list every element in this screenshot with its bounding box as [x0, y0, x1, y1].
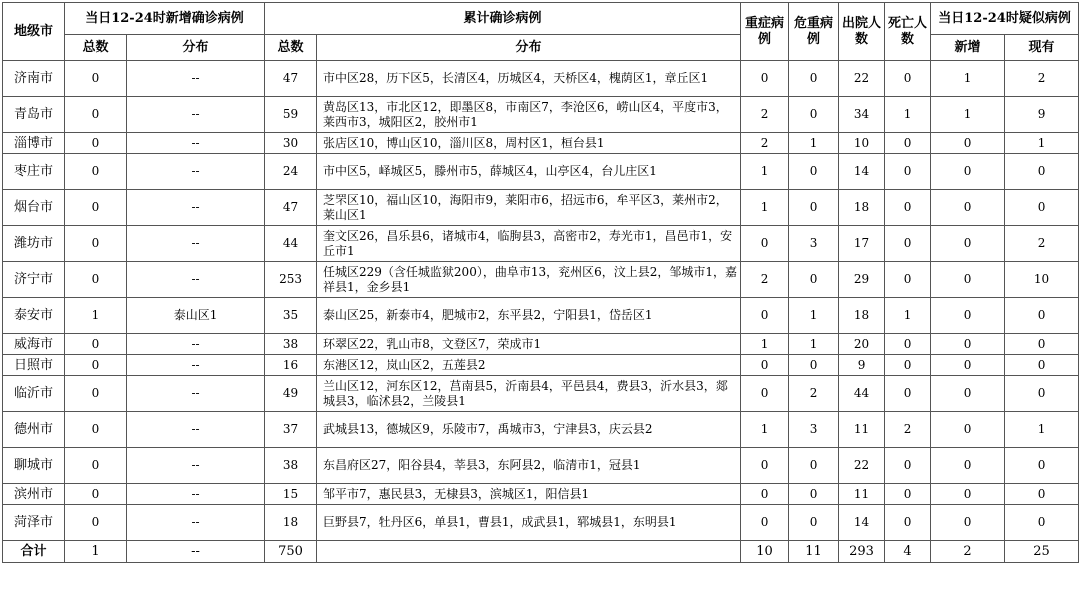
cell-new-dist: -- — [127, 448, 265, 484]
cell-new-dist: -- — [127, 262, 265, 298]
cell-cum-total: 49 — [265, 376, 317, 412]
cell-suspect-new: 0 — [931, 298, 1005, 334]
cell-suspect-new: 0 — [931, 355, 1005, 376]
cell-critical: 1 — [789, 334, 839, 355]
cell-critical: 0 — [789, 97, 839, 133]
cell-discharged: 44 — [839, 376, 885, 412]
cell-cum-dist: 市中区28，历下区5，长清区4，历城区4，天桥区4，槐荫区1，章丘区1 — [317, 61, 741, 97]
cell-suspect-current: 0 — [1005, 505, 1079, 541]
suspect-new-subheader: 新增 — [931, 35, 1005, 61]
cell-new-dist: -- — [127, 376, 265, 412]
cell-discharged: 11 — [839, 484, 885, 505]
cell-discharged: 14 — [839, 505, 885, 541]
cell-deaths: 0 — [885, 334, 931, 355]
total-new-dist: -- — [127, 541, 265, 563]
table-row — [3, 355, 1079, 376]
cell-cum-total: 44 — [265, 226, 317, 262]
total-deaths: 4 — [885, 541, 931, 563]
cell-deaths: 0 — [885, 133, 931, 154]
cell-new-total: 0 — [65, 226, 127, 262]
new-confirmed-header: 当日12-24时新增确诊病例 — [65, 3, 265, 35]
total-suspect-new: 2 — [931, 541, 1005, 563]
cell-severe: 2 — [741, 133, 789, 154]
cell-city: 枣庄市 — [3, 154, 65, 190]
cell-deaths: 0 — [885, 505, 931, 541]
cell-critical: 3 — [789, 412, 839, 448]
table-row — [3, 484, 1079, 505]
cum-dist-subheader: 分布 — [317, 35, 741, 61]
cell-new-dist: -- — [127, 190, 265, 226]
cell-cum-dist: 邹平市7，惠民县3，无棣县3，滨城区1，阳信县1 — [317, 484, 741, 505]
cell-city: 德州市 — [3, 412, 65, 448]
cell-city: 济宁市 — [3, 262, 65, 298]
cell-deaths: 0 — [885, 226, 931, 262]
cell-cum-total: 18 — [265, 505, 317, 541]
deaths-header: 死亡人数 — [885, 3, 931, 61]
table-row — [3, 412, 1079, 448]
cell-discharged: 11 — [839, 412, 885, 448]
cell-cum-dist: 市中区5，峄城区5，滕州市5，薛城区4，山亭区4，台儿庄区1 — [317, 154, 741, 190]
new-dist-subheader: 分布 — [127, 35, 265, 61]
table-row — [3, 97, 1079, 133]
cell-deaths: 1 — [885, 298, 931, 334]
cell-new-total: 0 — [65, 505, 127, 541]
cell-new-dist: -- — [127, 355, 265, 376]
cell-new-dist: -- — [127, 334, 265, 355]
city-header: 地级市 — [3, 3, 65, 61]
cell-suspect-new: 1 — [931, 61, 1005, 97]
cell-suspect-new: 0 — [931, 154, 1005, 190]
cell-city: 烟台市 — [3, 190, 65, 226]
cell-discharged: 10 — [839, 133, 885, 154]
cell-cum-total: 35 — [265, 298, 317, 334]
cell-cum-total: 24 — [265, 154, 317, 190]
cell-critical: 0 — [789, 448, 839, 484]
cell-new-dist: -- — [127, 412, 265, 448]
cell-cum-total: 59 — [265, 97, 317, 133]
cell-suspect-current: 2 — [1005, 61, 1079, 97]
cell-severe: 1 — [741, 412, 789, 448]
cell-city: 临沂市 — [3, 376, 65, 412]
cell-new-dist: -- — [127, 97, 265, 133]
cell-cum-dist: 奎文区26，昌乐县6，诸城市4，临朐县3，高密市2，寿光市1，昌邑市1，安丘市1 — [317, 226, 741, 262]
cell-critical: 0 — [789, 505, 839, 541]
cell-city: 淄博市 — [3, 133, 65, 154]
cell-discharged: 20 — [839, 334, 885, 355]
suspect-current-subheader: 现有 — [1005, 35, 1079, 61]
cell-suspect-current: 9 — [1005, 97, 1079, 133]
total-label: 合计 — [3, 541, 65, 563]
cell-suspect-new: 0 — [931, 484, 1005, 505]
table-row — [3, 133, 1079, 154]
cell-discharged: 18 — [839, 190, 885, 226]
table-row — [3, 61, 1079, 97]
cell-deaths: 0 — [885, 262, 931, 298]
cell-city: 菏泽市 — [3, 505, 65, 541]
cell-critical: 1 — [789, 298, 839, 334]
cell-severe: 0 — [741, 484, 789, 505]
cell-suspect-new: 1 — [931, 97, 1005, 133]
cell-critical: 3 — [789, 226, 839, 262]
cell-new-total: 0 — [65, 448, 127, 484]
cell-new-total: 0 — [65, 133, 127, 154]
cell-severe: 0 — [741, 298, 789, 334]
cell-suspect-new: 0 — [931, 334, 1005, 355]
cell-severe: 1 — [741, 190, 789, 226]
total-cum-dist — [317, 541, 741, 563]
table-row — [3, 505, 1079, 541]
cell-cum-dist: 泰山区25，新泰市4，肥城市2，东平县2，宁阳县1，岱岳区1 — [317, 298, 741, 334]
cell-new-dist: -- — [127, 154, 265, 190]
cell-cum-dist: 东昌府区27，阳谷县4，莘县3，东阿县2，临清市1，冠县1 — [317, 448, 741, 484]
cell-discharged: 9 — [839, 355, 885, 376]
cell-new-total: 0 — [65, 97, 127, 133]
cell-suspect-current: 1 — [1005, 133, 1079, 154]
cumulative-header: 累计确诊病例 — [265, 3, 741, 35]
cell-cum-total: 38 — [265, 448, 317, 484]
cell-suspect-current: 0 — [1005, 298, 1079, 334]
cell-cum-dist: 东港区12，岚山区2，五莲县2 — [317, 355, 741, 376]
cell-severe: 0 — [741, 376, 789, 412]
cell-severe: 0 — [741, 505, 789, 541]
cell-new-total: 0 — [65, 262, 127, 298]
total-new-total: 1 — [65, 541, 127, 563]
table-row — [3, 190, 1079, 226]
cell-cum-dist: 巨野县7，牡丹区6，单县1，曹县1，成武县1，郓城县1，东明县1 — [317, 505, 741, 541]
cell-critical: 0 — [789, 190, 839, 226]
cell-deaths: 0 — [885, 376, 931, 412]
cell-new-total: 0 — [65, 190, 127, 226]
cell-discharged: 22 — [839, 61, 885, 97]
cell-critical: 0 — [789, 484, 839, 505]
cell-city: 日照市 — [3, 355, 65, 376]
cell-severe: 0 — [741, 61, 789, 97]
cell-suspect-current: 0 — [1005, 376, 1079, 412]
critical-header: 危重病例 — [789, 3, 839, 61]
cell-deaths: 2 — [885, 412, 931, 448]
cell-deaths: 0 — [885, 484, 931, 505]
table-row — [3, 334, 1079, 355]
cell-suspect-current: 0 — [1005, 448, 1079, 484]
cell-suspect-new: 0 — [931, 448, 1005, 484]
cell-new-total: 0 — [65, 376, 127, 412]
cell-severe: 2 — [741, 97, 789, 133]
table-row — [3, 448, 1079, 484]
total-discharged: 293 — [839, 541, 885, 563]
cell-suspect-new: 0 — [931, 190, 1005, 226]
cell-new-dist: -- — [127, 133, 265, 154]
cum-total-subheader: 总数 — [265, 35, 317, 61]
cell-cum-total: 47 — [265, 190, 317, 226]
table-row — [3, 376, 1079, 412]
severe-header: 重症病例 — [741, 3, 789, 61]
cell-city: 聊城市 — [3, 448, 65, 484]
cell-suspect-new: 0 — [931, 412, 1005, 448]
cell-discharged: 34 — [839, 97, 885, 133]
table-row — [3, 298, 1079, 334]
cell-severe: 0 — [741, 448, 789, 484]
cell-deaths: 0 — [885, 448, 931, 484]
cell-cum-dist: 兰山区12，河东区12，莒南县5，沂南县4，平邑县4，费县3，沂水县3，郯城县3，临沭县2，兰陵县1 — [317, 376, 741, 412]
cell-cum-dist: 张店区10，博山区10，淄川区8，周村区1，桓台县1 — [317, 133, 741, 154]
cell-cum-total: 37 — [265, 412, 317, 448]
cell-new-dist: -- — [127, 226, 265, 262]
cell-discharged: 22 — [839, 448, 885, 484]
cell-suspect-current: 1 — [1005, 412, 1079, 448]
total-cum-total: 750 — [265, 541, 317, 563]
cell-suspect-current: 0 — [1005, 334, 1079, 355]
cell-discharged: 14 — [839, 154, 885, 190]
cell-city: 威海市 — [3, 334, 65, 355]
case-table — [2, 2, 1079, 563]
cell-new-dist: -- — [127, 484, 265, 505]
cell-suspect-current: 0 — [1005, 154, 1079, 190]
cell-new-total: 0 — [65, 61, 127, 97]
table-row — [3, 262, 1079, 298]
cell-new-dist: 泰山区1 — [127, 298, 265, 334]
cell-discharged: 18 — [839, 298, 885, 334]
cell-suspect-current: 0 — [1005, 355, 1079, 376]
cell-city: 潍坊市 — [3, 226, 65, 262]
discharged-header: 出院人数 — [839, 3, 885, 61]
cell-discharged: 29 — [839, 262, 885, 298]
cell-severe: 2 — [741, 262, 789, 298]
cell-cum-total: 15 — [265, 484, 317, 505]
cell-suspect-current: 2 — [1005, 226, 1079, 262]
cell-suspect-new: 0 — [931, 133, 1005, 154]
cell-suspect-new: 0 — [931, 262, 1005, 298]
cell-city: 滨州市 — [3, 484, 65, 505]
cell-suspect-current: 10 — [1005, 262, 1079, 298]
cell-suspect-current: 0 — [1005, 484, 1079, 505]
cell-city: 济南市 — [3, 61, 65, 97]
cell-critical: 0 — [789, 154, 839, 190]
cell-critical: 0 — [789, 262, 839, 298]
total-suspect-current: 25 — [1005, 541, 1079, 563]
table-body — [3, 61, 1079, 563]
cell-critical: 2 — [789, 376, 839, 412]
cell-cum-dist: 环翠区22，乳山市8，文登区7，荣成市1 — [317, 334, 741, 355]
cell-suspect-new: 0 — [931, 376, 1005, 412]
cell-new-total: 0 — [65, 355, 127, 376]
total-critical: 11 — [789, 541, 839, 563]
cell-city: 泰安市 — [3, 298, 65, 334]
cell-discharged: 17 — [839, 226, 885, 262]
cell-new-dist: -- — [127, 61, 265, 97]
cell-deaths: 0 — [885, 61, 931, 97]
cell-cum-total: 16 — [265, 355, 317, 376]
table-row — [3, 154, 1079, 190]
suspect-header: 当日12-24时疑似病例 — [931, 3, 1079, 35]
cell-city: 青岛市 — [3, 97, 65, 133]
cell-severe: 1 — [741, 334, 789, 355]
cell-cum-dist: 武城县13，德城区9，乐陵市7，禹城市3，宁津县3，庆云县2 — [317, 412, 741, 448]
cell-deaths: 0 — [885, 190, 931, 226]
cell-severe: 0 — [741, 355, 789, 376]
cell-new-total: 0 — [65, 412, 127, 448]
cell-cum-total: 30 — [265, 133, 317, 154]
cell-cum-total: 38 — [265, 334, 317, 355]
new-total-subheader: 总数 — [65, 35, 127, 61]
cell-deaths: 0 — [885, 355, 931, 376]
cell-cum-total: 47 — [265, 61, 317, 97]
cell-critical: 1 — [789, 133, 839, 154]
cell-new-total: 0 — [65, 334, 127, 355]
cell-severe: 1 — [741, 154, 789, 190]
cell-new-total: 0 — [65, 484, 127, 505]
cell-cum-dist: 黄岛区13，市北区12，即墨区8，市南区7，李沧区6，崂山区4，平度市3，莱西市3，城阳区2，胶州市1 — [317, 97, 741, 133]
cell-critical: 0 — [789, 61, 839, 97]
cell-new-total: 0 — [65, 154, 127, 190]
cell-deaths: 1 — [885, 97, 931, 133]
cell-cum-dist: 芝罘区10，福山区10，海阳市9，莱阳市6，招远市6，牟平区3，莱州市2，莱山区1 — [317, 190, 741, 226]
cell-suspect-new: 0 — [931, 226, 1005, 262]
cell-new-dist: -- — [127, 505, 265, 541]
cell-suspect-new: 0 — [931, 505, 1005, 541]
cell-severe: 0 — [741, 226, 789, 262]
cell-critical: 0 — [789, 355, 839, 376]
table-row — [3, 226, 1079, 262]
total-row — [3, 541, 1079, 563]
cell-deaths: 0 — [885, 154, 931, 190]
cell-cum-total: 253 — [265, 262, 317, 298]
cell-suspect-current: 0 — [1005, 190, 1079, 226]
total-severe: 10 — [741, 541, 789, 563]
cell-new-total: 1 — [65, 298, 127, 334]
cell-cum-dist: 任城区229（含任城监狱200），曲阜市13，兖州区6，汶上县2，邹城市1，嘉祥县1，金乡县1 — [317, 262, 741, 298]
